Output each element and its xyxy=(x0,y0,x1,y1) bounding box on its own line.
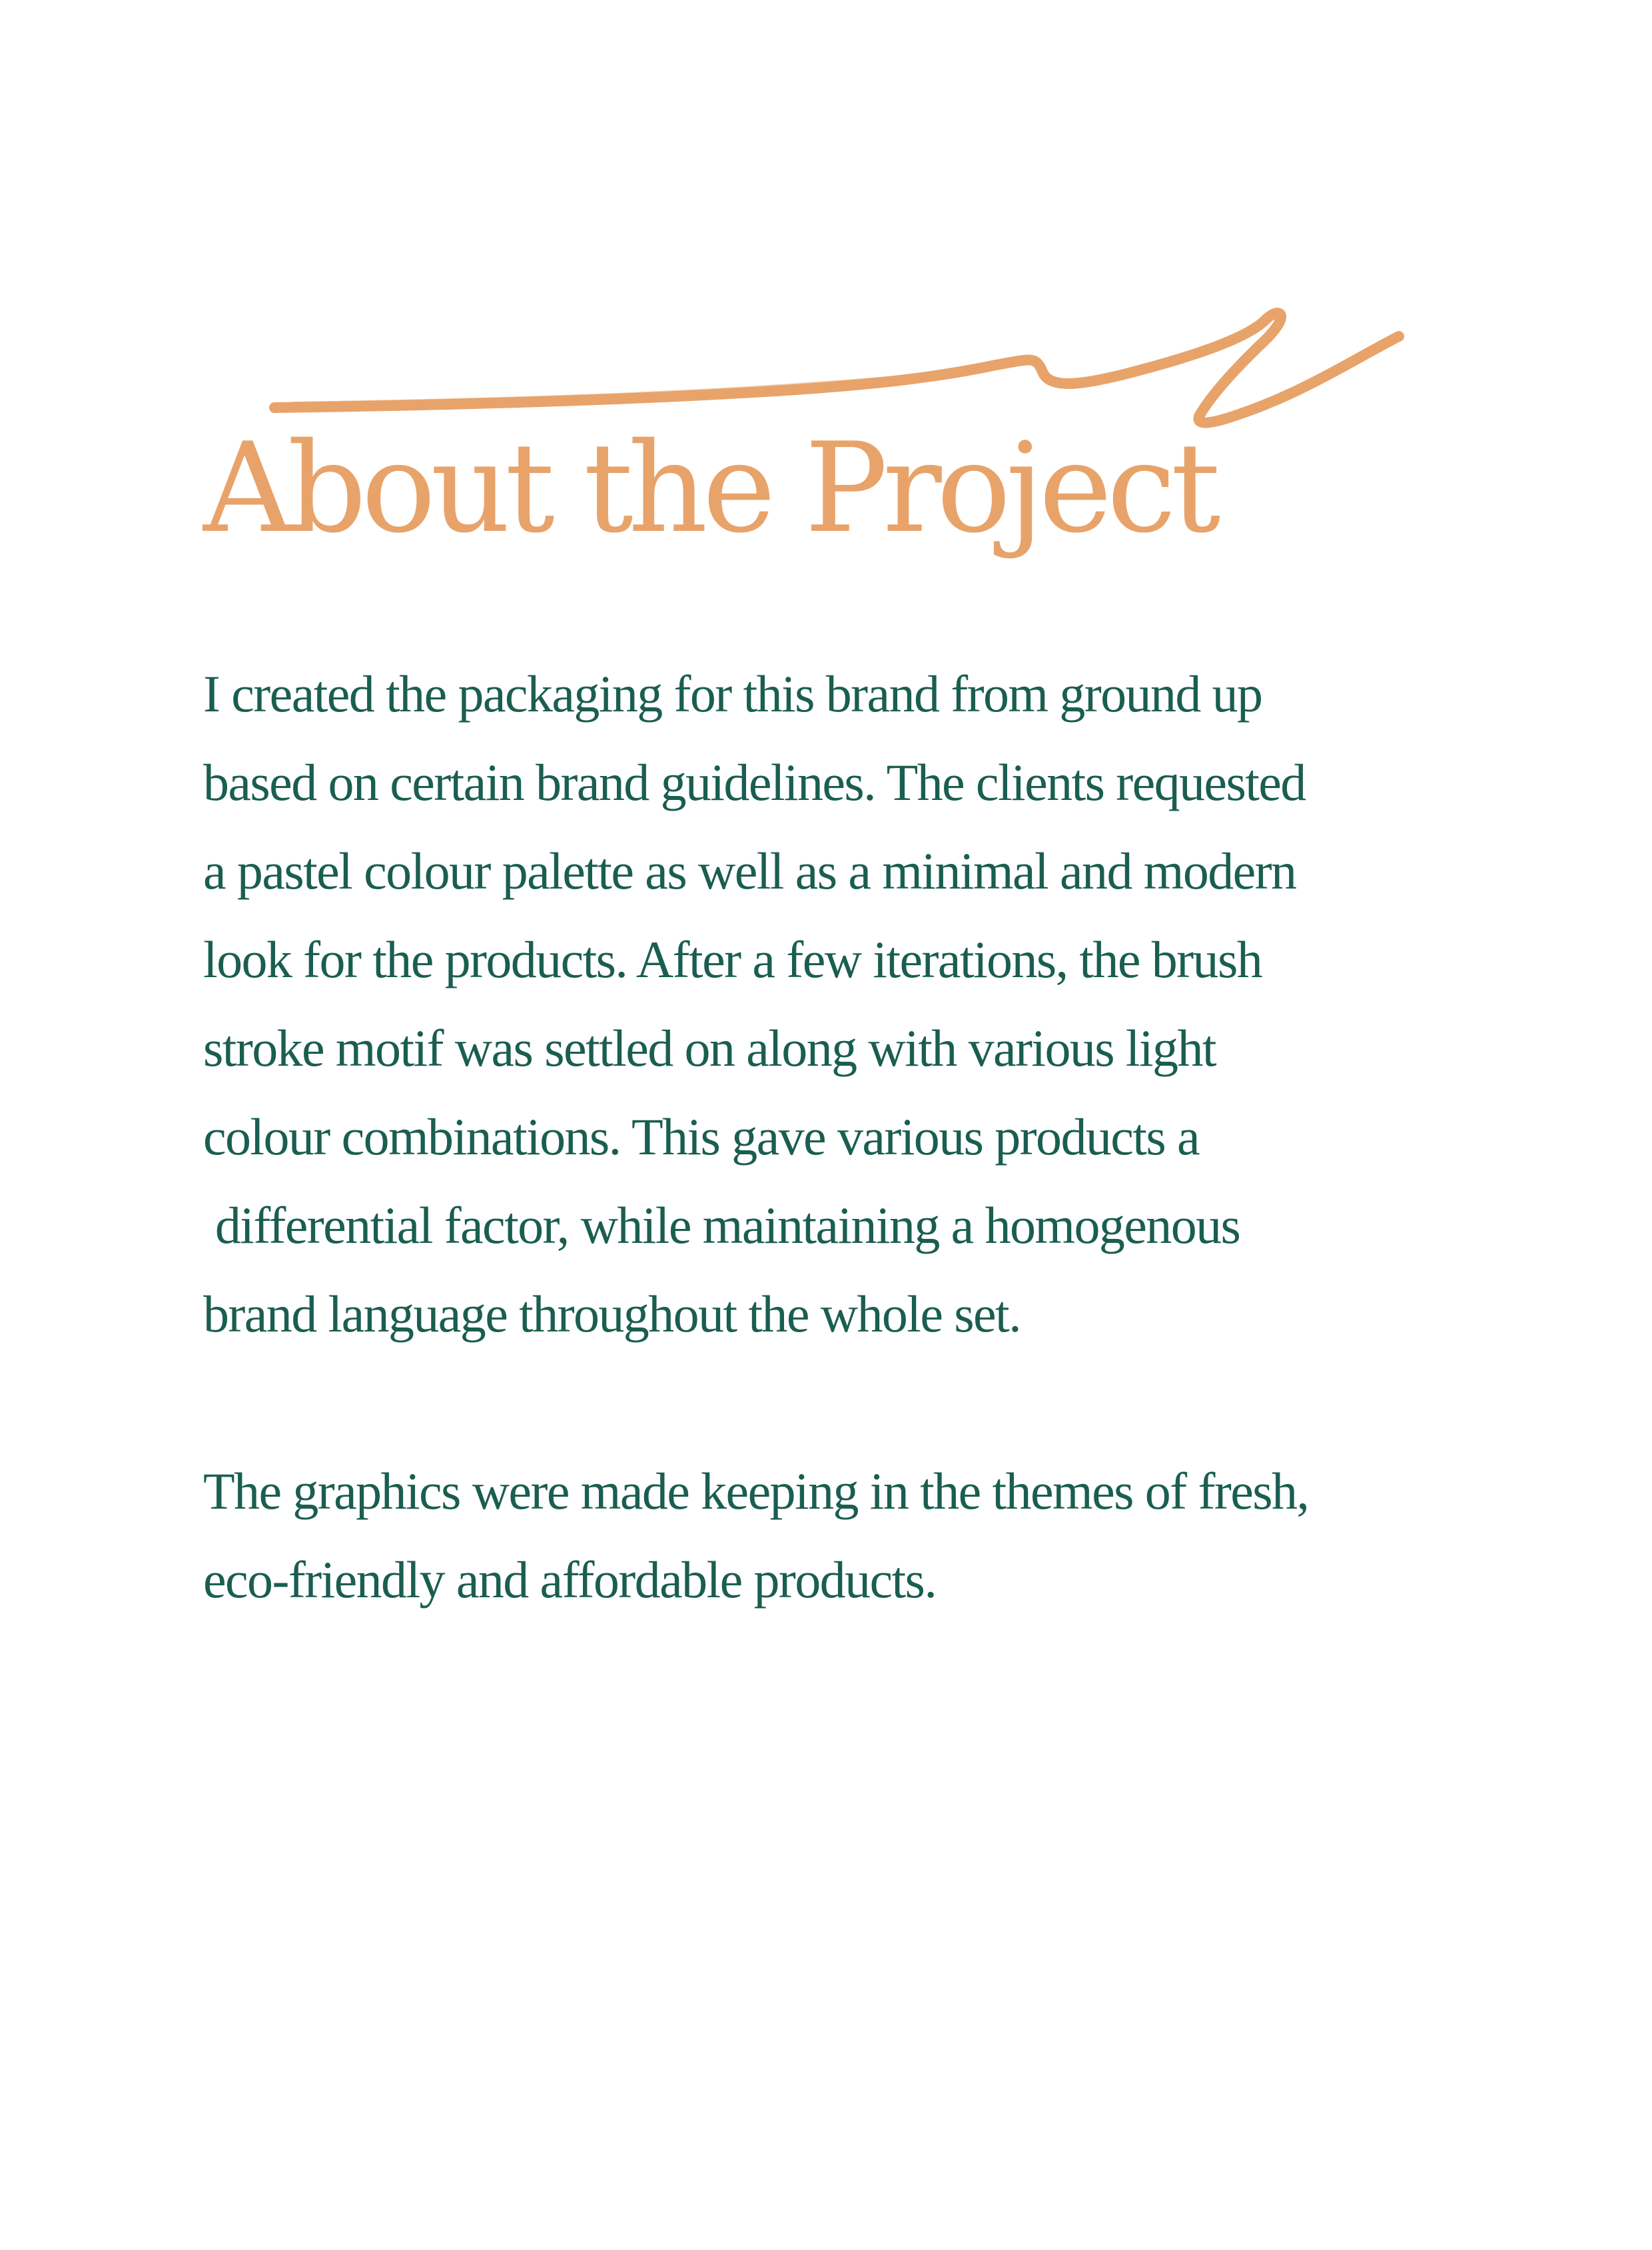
text-line: differential factor, while maintaining a homogenous xyxy=(203,1196,1240,1254)
paragraph-2 xyxy=(203,1447,1535,1624)
text-line: based on certain brand guidelines. The clients requested xyxy=(203,753,1306,811)
paragraph-spacer xyxy=(203,1358,1535,1447)
page-title: About the Project xyxy=(203,416,1216,560)
text-line: I created the packaging for this brand from ground up xyxy=(203,665,1262,723)
text-line: brand language throughout the whole set. xyxy=(203,1285,1021,1343)
text-line: a pastel colour palette as well as a minimal and modern xyxy=(203,842,1296,900)
text-line: colour combinations. This gave various products a xyxy=(203,1108,1200,1166)
body-text xyxy=(203,649,1535,1624)
text-line: look for the products. After a few iterations, the brush xyxy=(203,931,1262,988)
text-line: stroke motif was settled on along with various light xyxy=(203,1019,1216,1077)
paragraph-1 xyxy=(203,649,1535,1358)
text-line: eco-friendly and affordable products. xyxy=(203,1551,937,1609)
text-line: The graphics were made keeping in the themes of fresh, xyxy=(203,1462,1309,1520)
